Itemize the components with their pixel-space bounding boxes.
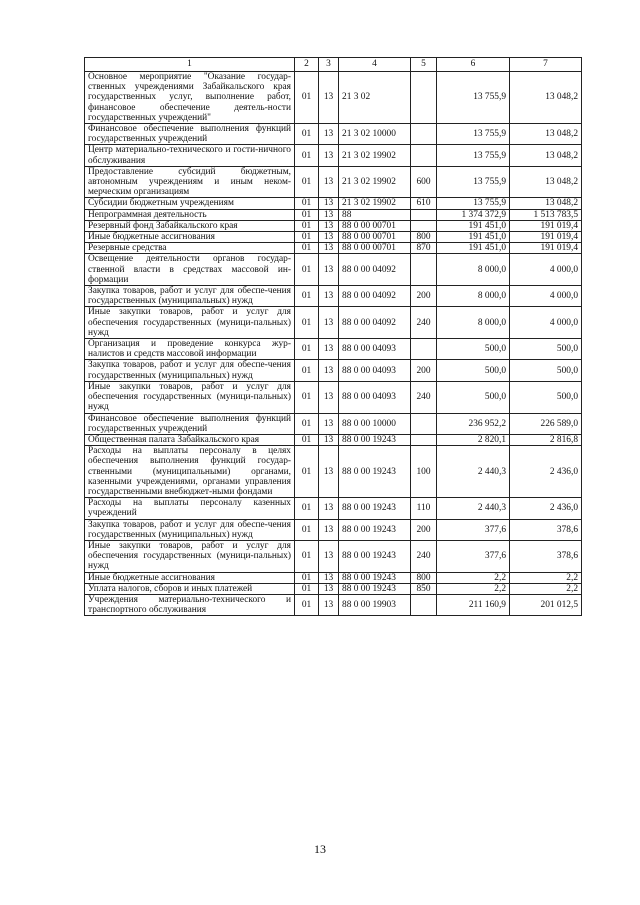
row-section: 01 [295, 72, 319, 124]
row-target-article: 21 3 02 19902 [339, 166, 411, 198]
row-section: 01 [295, 446, 319, 498]
row-subsection: 13 [319, 446, 339, 498]
row-amount-year1: 2 440,3 [437, 446, 510, 498]
row-amount-year1: 377,6 [437, 540, 510, 572]
row-amount-year2: 2,2 [510, 572, 582, 583]
row-name: Расходы на выплаты персоналу казенных учреждений [85, 498, 295, 519]
row-expense-type: 800 [411, 572, 437, 583]
row-section: 01 [295, 519, 319, 540]
row-target-article: 88 [339, 209, 411, 220]
row-section: 01 [295, 286, 319, 307]
row-name: Иные закупки товаров, работ и услуг для обеспечения государственных (муници-пальных) нужд [85, 540, 295, 572]
column-header: 3 [319, 58, 339, 72]
row-amount-year2: 500,0 [510, 360, 582, 381]
row-expense-type [411, 209, 437, 220]
row-target-article: 88 0 00 19243 [339, 434, 411, 445]
row-amount-year2: 4 000,0 [510, 286, 582, 307]
row-name: Закупка товаров, работ и услуг для обеспе-чения государственных (муниципальных) нужд [85, 519, 295, 540]
row-amount-year1: 8 000,0 [437, 254, 510, 286]
column-header: 4 [339, 58, 411, 72]
row-amount-year2: 191 019,4 [510, 243, 582, 254]
row-amount-year1: 377,6 [437, 519, 510, 540]
row-name: Предоставление субсидий бюджетным, автономным учреждениям и иным неком-мерческим организациям [85, 166, 295, 198]
row-amount-year2: 4 000,0 [510, 254, 582, 286]
column-header: 5 [411, 58, 437, 72]
row-amount-year1: 191 451,0 [437, 220, 510, 231]
row-name: Закупка товаров, работ и услуг для обеспе-чения государственных (муниципальных) нужд [85, 360, 295, 381]
row-amount-year2: 13 048,2 [510, 166, 582, 198]
row-expense-type [411, 124, 437, 145]
table-row [85, 254, 582, 286]
row-section: 01 [295, 572, 319, 583]
table-row [85, 307, 582, 339]
row-amount-year2: 2 816,8 [510, 434, 582, 445]
row-section: 01 [295, 434, 319, 445]
row-amount-year2: 191 019,4 [510, 232, 582, 243]
row-target-article: 21 3 02 19902 [339, 145, 411, 166]
row-amount-year1: 8 000,0 [437, 307, 510, 339]
row-target-article: 88 0 00 19903 [339, 594, 411, 615]
row-expense-type: 100 [411, 446, 437, 498]
row-target-article: 88 0 00 00701 [339, 232, 411, 243]
row-expense-type: 610 [411, 198, 437, 209]
row-expense-type [411, 220, 437, 231]
table-row [85, 381, 582, 413]
row-amount-year2: 2,2 [510, 583, 582, 594]
row-expense-type: 600 [411, 166, 437, 198]
row-amount-year2: 13 048,2 [510, 124, 582, 145]
table-header-row [85, 58, 582, 72]
row-expense-type [411, 434, 437, 445]
row-amount-year1: 13 755,9 [437, 72, 510, 124]
row-section: 01 [295, 145, 319, 166]
row-subsection: 13 [319, 540, 339, 572]
table-row [85, 519, 582, 540]
row-amount-year2: 378,6 [510, 540, 582, 572]
row-name: Центр материально-технического и гости-ничного обслуживания [85, 145, 295, 166]
row-section: 01 [295, 498, 319, 519]
row-section: 01 [295, 307, 319, 339]
row-target-article: 88 0 00 04093 [339, 339, 411, 360]
table-row [85, 572, 582, 583]
row-expense-type: 850 [411, 583, 437, 594]
row-name: Организация и проведение конкурса жур-налистов и средств массовой информации [85, 339, 295, 360]
row-expense-type: 240 [411, 307, 437, 339]
row-amount-year2: 500,0 [510, 339, 582, 360]
row-target-article: 21 3 02 [339, 72, 411, 124]
row-expense-type [411, 339, 437, 360]
row-subsection: 13 [319, 220, 339, 231]
budget-table [84, 57, 582, 616]
row-target-article: 21 3 02 10000 [339, 124, 411, 145]
table-row [85, 220, 582, 231]
row-expense-type: 870 [411, 243, 437, 254]
row-name: Уплата налогов, сборов и иных платежей [85, 583, 295, 594]
row-expense-type [411, 72, 437, 124]
row-target-article: 88 0 00 19243 [339, 540, 411, 572]
row-amount-year1: 500,0 [437, 360, 510, 381]
row-target-article: 88 0 00 19243 [339, 446, 411, 498]
row-name: Общественная палата Забайкальского края [85, 434, 295, 445]
row-amount-year1: 2 440,3 [437, 498, 510, 519]
row-target-article: 88 0 00 04093 [339, 381, 411, 413]
row-target-article: 88 0 00 19243 [339, 498, 411, 519]
row-target-article: 21 3 02 19902 [339, 198, 411, 209]
table-row [85, 339, 582, 360]
row-amount-year1: 13 755,9 [437, 198, 510, 209]
row-name: Иные бюджетные ассигнования [85, 232, 295, 243]
row-target-article: 88 0 00 04092 [339, 286, 411, 307]
row-name: Резервные средства [85, 243, 295, 254]
row-amount-year1: 191 451,0 [437, 232, 510, 243]
row-amount-year2: 500,0 [510, 381, 582, 413]
row-section: 01 [295, 381, 319, 413]
row-amount-year1: 13 755,9 [437, 124, 510, 145]
row-subsection: 13 [319, 572, 339, 583]
row-subsection: 13 [319, 594, 339, 615]
row-target-article: 88 0 00 00701 [339, 243, 411, 254]
row-name: Непрограммная деятельность [85, 209, 295, 220]
row-expense-type [411, 594, 437, 615]
table-row [85, 413, 582, 434]
row-name: Учреждения материально-технического и транспортного обслуживания [85, 594, 295, 615]
row-name: Иные бюджетные ассигнования [85, 572, 295, 583]
row-expense-type: 800 [411, 232, 437, 243]
row-amount-year2: 2 436,0 [510, 446, 582, 498]
table-row [85, 124, 582, 145]
row-subsection: 13 [319, 413, 339, 434]
row-subsection: 13 [319, 72, 339, 124]
row-section: 01 [295, 254, 319, 286]
row-name: Освещение деятельности органов государ-ственной власти в средствах массовой ин-формации [85, 254, 295, 286]
row-name: Финансовое обеспечение выполнения функций государственных учреждений [85, 124, 295, 145]
row-section: 01 [295, 594, 319, 615]
row-subsection: 13 [319, 243, 339, 254]
row-subsection: 13 [319, 381, 339, 413]
row-subsection: 13 [319, 498, 339, 519]
row-amount-year2: 13 048,2 [510, 198, 582, 209]
row-target-article: 88 0 00 19243 [339, 519, 411, 540]
row-amount-year1: 2 820,1 [437, 434, 510, 445]
table-row [85, 209, 582, 220]
row-subsection: 13 [319, 198, 339, 209]
row-target-article: 88 0 00 19243 [339, 572, 411, 583]
row-name: Иные закупки товаров, работ и услуг для обеспечения государственных (муници-пальных) нужд [85, 381, 295, 413]
row-name: Закупка товаров, работ и услуг для обеспе-чения государственных (муниципальных) нужд [85, 286, 295, 307]
row-expense-type [411, 145, 437, 166]
table-row [85, 446, 582, 498]
row-subsection: 13 [319, 307, 339, 339]
row-section: 01 [295, 413, 319, 434]
table-body [85, 72, 582, 616]
row-target-article: 88 0 00 04093 [339, 360, 411, 381]
row-subsection: 13 [319, 286, 339, 307]
row-amount-year2: 4 000,0 [510, 307, 582, 339]
row-subsection: 13 [319, 124, 339, 145]
column-header: 6 [437, 58, 510, 72]
row-expense-type: 240 [411, 381, 437, 413]
row-expense-type: 110 [411, 498, 437, 519]
row-subsection: 13 [319, 166, 339, 198]
row-name: Резервный фонд Забайкальского края [85, 220, 295, 231]
row-expense-type: 200 [411, 519, 437, 540]
row-amount-year2: 13 048,2 [510, 145, 582, 166]
table-row [85, 434, 582, 445]
table-row [85, 72, 582, 124]
row-section: 01 [295, 583, 319, 594]
row-amount-year1: 500,0 [437, 339, 510, 360]
row-name: Расходы на выплаты персоналу в целях обеспечения выполнения функций государ-ственными (муниципальными) органами, казенными учреждениями, органами управления государственными внебюджет-ными фондами [85, 446, 295, 498]
row-name: Иные закупки товаров, работ и услуг для обеспечения государственных (муници-пальных) нужд [85, 307, 295, 339]
table-row [85, 498, 582, 519]
row-amount-year1: 2,2 [437, 583, 510, 594]
table-row [85, 232, 582, 243]
row-subsection: 13 [319, 519, 339, 540]
row-expense-type: 240 [411, 540, 437, 572]
column-header: 2 [295, 58, 319, 72]
row-section: 01 [295, 540, 319, 572]
table-row [85, 360, 582, 381]
row-amount-year2: 378,6 [510, 519, 582, 540]
row-section: 01 [295, 232, 319, 243]
row-expense-type [411, 254, 437, 286]
row-subsection: 13 [319, 209, 339, 220]
row-amount-year1: 236 952,2 [437, 413, 510, 434]
row-expense-type: 200 [411, 360, 437, 381]
column-header: 7 [510, 58, 582, 72]
row-amount-year2: 226 589,0 [510, 413, 582, 434]
row-amount-year1: 1 374 372,9 [437, 209, 510, 220]
row-amount-year1: 8 000,0 [437, 286, 510, 307]
row-target-article: 88 0 00 10000 [339, 413, 411, 434]
row-amount-year1: 500,0 [437, 381, 510, 413]
row-section: 01 [295, 209, 319, 220]
row-amount-year2: 191 019,4 [510, 220, 582, 231]
table-row [85, 594, 582, 615]
table-row [85, 540, 582, 572]
row-section: 01 [295, 339, 319, 360]
row-target-article: 88 0 00 00701 [339, 220, 411, 231]
table-row [85, 286, 582, 307]
row-section: 01 [295, 360, 319, 381]
row-name: Субсидии бюджетным учреждениям [85, 198, 295, 209]
row-amount-year1: 191 451,0 [437, 243, 510, 254]
row-target-article: 88 0 00 04092 [339, 307, 411, 339]
table-row [85, 145, 582, 166]
table-row [85, 166, 582, 198]
row-amount-year1: 211 160,9 [437, 594, 510, 615]
row-section: 01 [295, 166, 319, 198]
table-row [85, 243, 582, 254]
page-number: 13 [314, 842, 326, 856]
row-subsection: 13 [319, 360, 339, 381]
row-amount-year2: 2 436,0 [510, 498, 582, 519]
row-expense-type [411, 413, 437, 434]
row-section: 01 [295, 124, 319, 145]
row-amount-year1: 13 755,9 [437, 145, 510, 166]
table-row [85, 583, 582, 594]
row-section: 01 [295, 198, 319, 209]
row-target-article: 88 0 00 04092 [339, 254, 411, 286]
row-name: Основное мероприятие "Оказание государ-ственных учреждениями Забайкальского края государственных услуг, выполнение работ, финансовое обеспечение деятель-ности государственных учреждений" [85, 72, 295, 124]
row-amount-year1: 13 755,9 [437, 166, 510, 198]
row-section: 01 [295, 243, 319, 254]
row-subsection: 13 [319, 434, 339, 445]
row-amount-year2: 1 513 783,5 [510, 209, 582, 220]
row-subsection: 13 [319, 145, 339, 166]
row-subsection: 13 [319, 339, 339, 360]
row-subsection: 13 [319, 254, 339, 286]
row-section: 01 [295, 220, 319, 231]
row-amount-year2: 13 048,2 [510, 72, 582, 124]
row-amount-year2: 201 012,5 [510, 594, 582, 615]
row-target-article: 88 0 00 19243 [339, 583, 411, 594]
column-header: 1 [85, 58, 295, 72]
row-amount-year1: 2,2 [437, 572, 510, 583]
row-expense-type: 200 [411, 286, 437, 307]
table-row [85, 198, 582, 209]
row-subsection: 13 [319, 583, 339, 594]
row-name: Финансовое обеспечение выполнения функций государственных учреждений [85, 413, 295, 434]
row-subsection: 13 [319, 232, 339, 243]
